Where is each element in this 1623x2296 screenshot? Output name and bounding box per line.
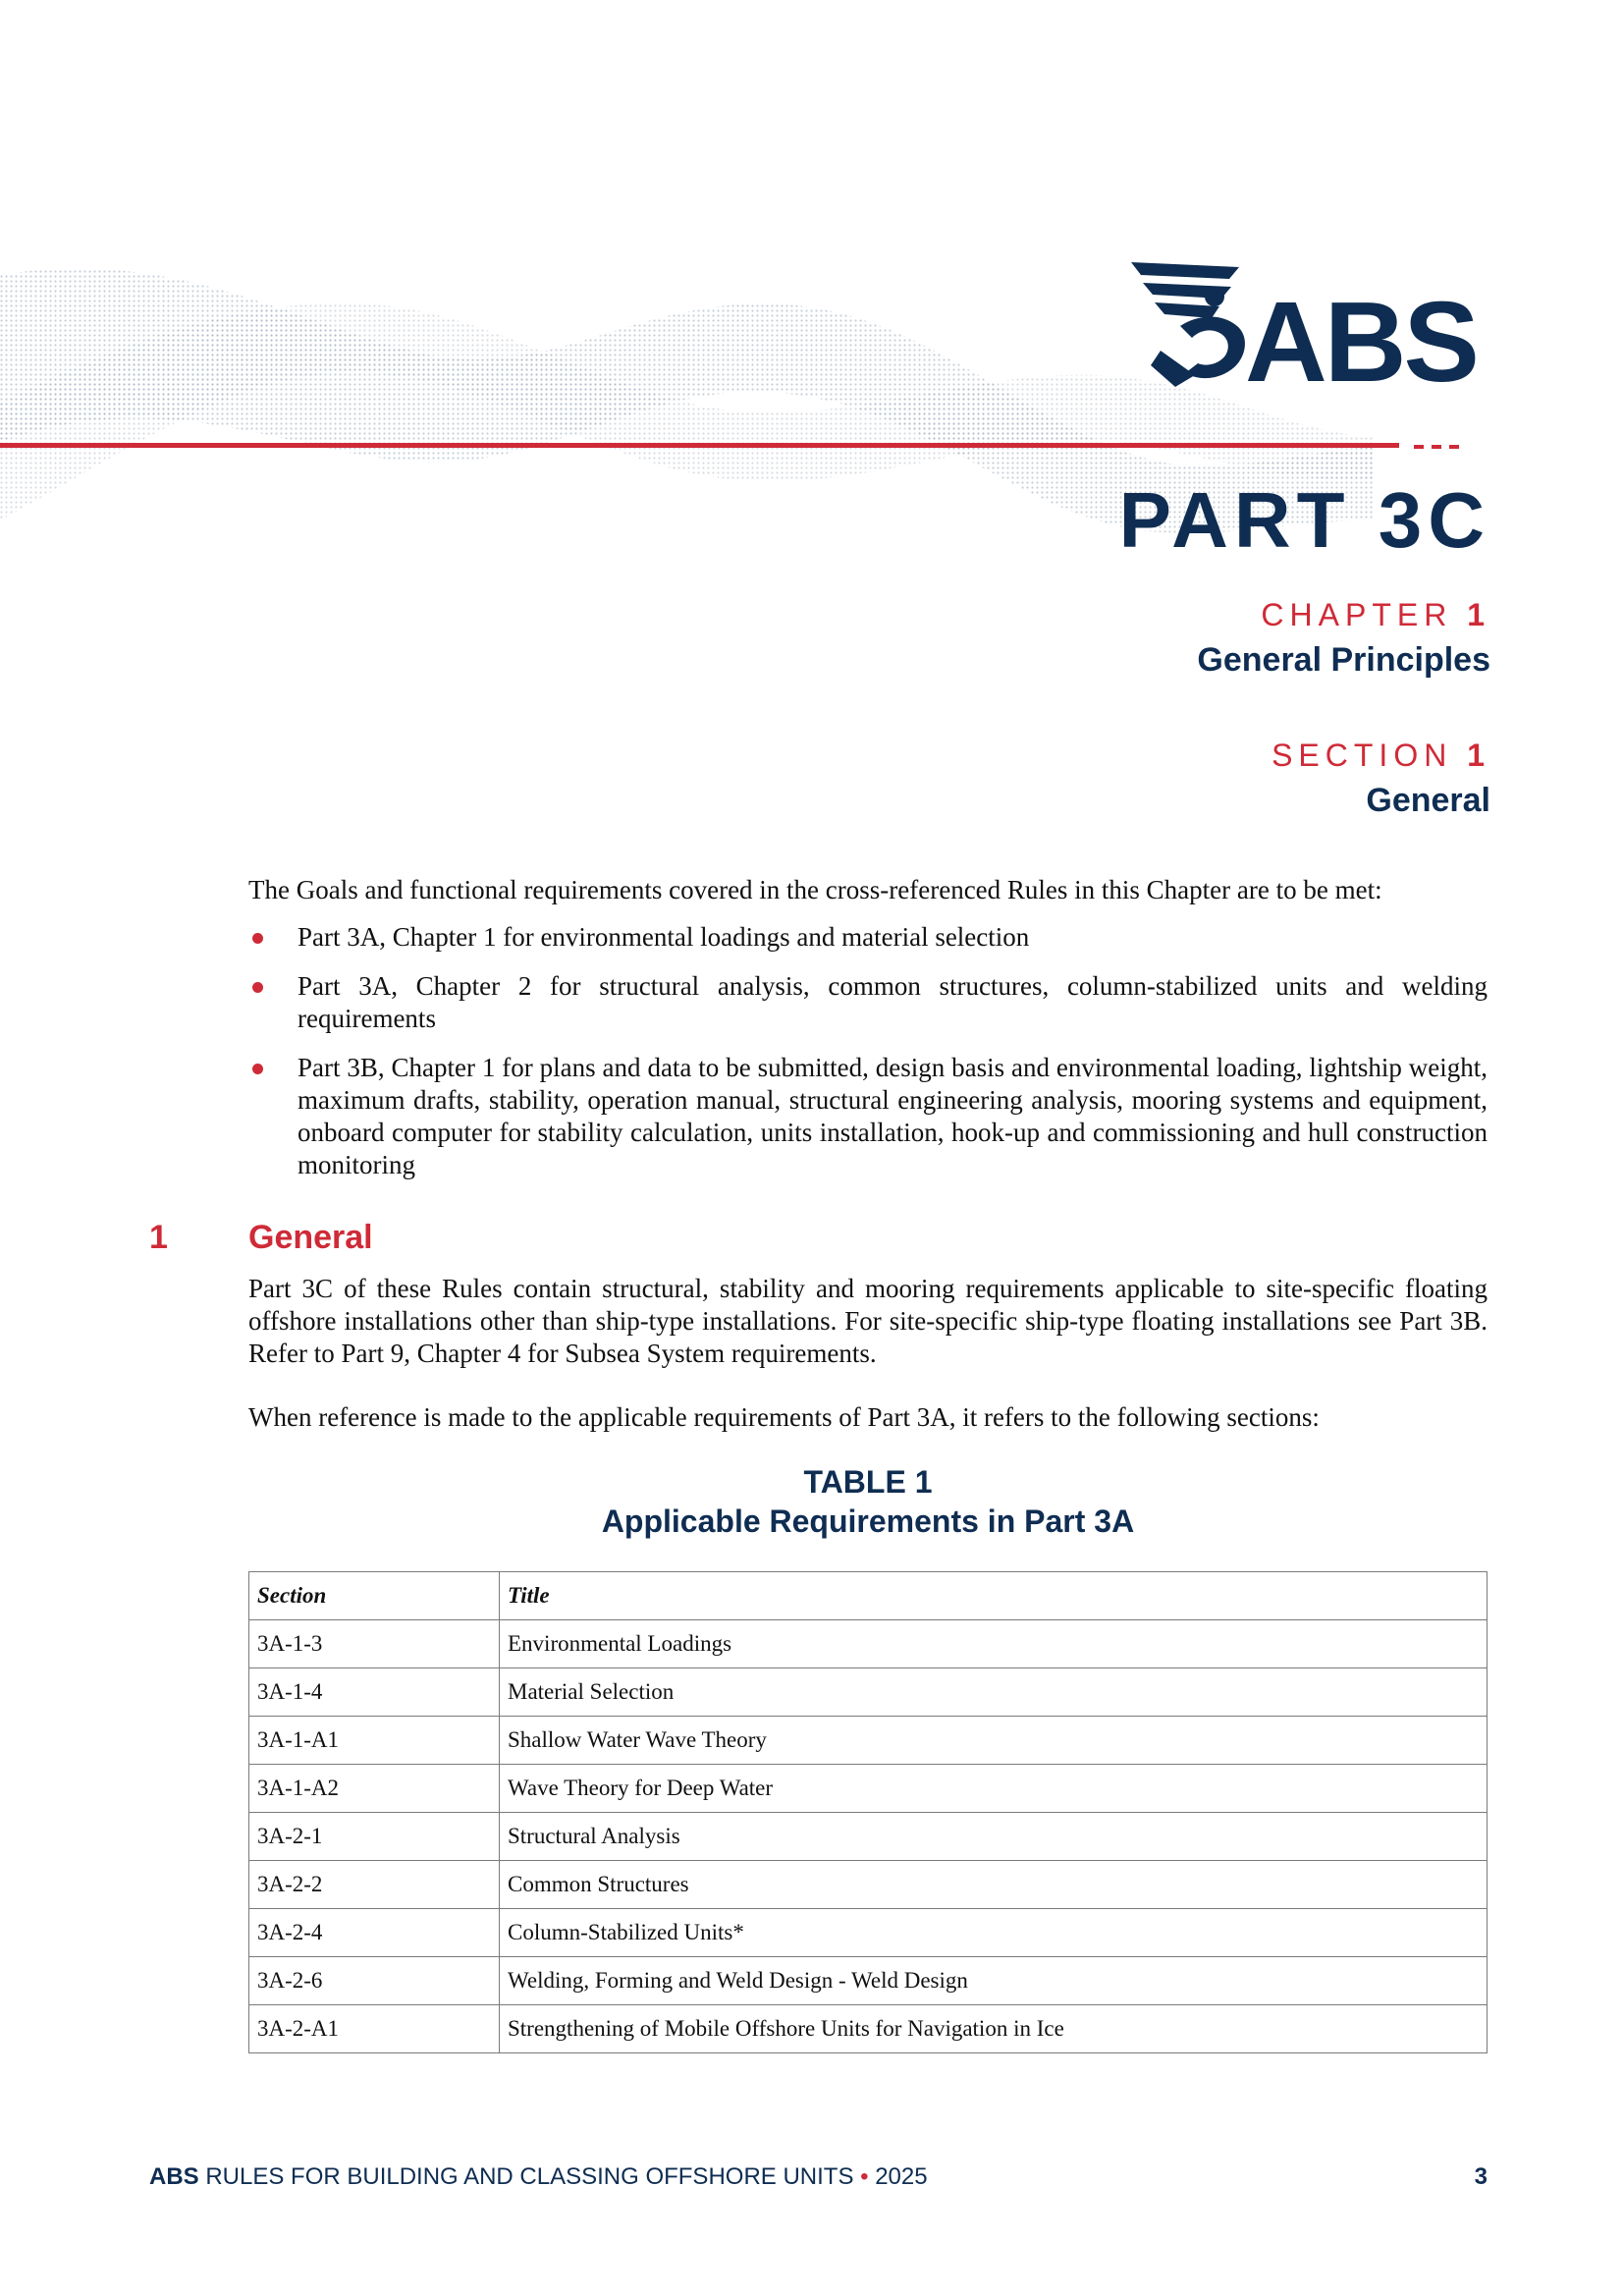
intro-bullet-list (248, 921, 1488, 1198)
table-row (249, 1813, 1488, 1861)
cell-title: Column-Stabilized Units* (500, 1909, 1488, 1957)
header-rule-dash (1449, 445, 1459, 449)
section-1-paragraph-2: When reference is made to the applicable requirements of Part 3A, it refers to the following sections: (248, 1402, 1320, 1432)
column-header-title: Title (500, 1572, 1488, 1620)
bullet-icon (252, 982, 263, 993)
chapter-title: General Principles (1197, 641, 1490, 679)
header-rule-dash (1414, 445, 1424, 449)
table-number: TABLE 1 (803, 1464, 933, 1500)
table-header-row (249, 1572, 1488, 1620)
table-row (249, 2005, 1488, 2053)
page-footer (149, 2165, 928, 2189)
cell-section: 3A-1-A2 (249, 1765, 500, 1813)
table-row (249, 1717, 1488, 1765)
cell-title: Wave Theory for Deep Water (500, 1765, 1488, 1813)
header-rule (0, 443, 1399, 448)
list-item-text: Part 3A, Chapter 1 for environmental loadings and material selection (298, 922, 1030, 952)
cell-title: Strengthening of Mobile Offshore Units for Navigation in Ice (500, 2005, 1488, 2053)
table-title: Applicable Requirements in Part 3A (601, 1503, 1135, 1539)
list-item-text: Part 3A, Chapter 2 for structural analysis, common structures, column-stabilized units and welding requirements (298, 971, 1488, 1033)
table-caption (248, 1462, 1488, 1541)
section-label: SECTION (1271, 738, 1453, 773)
table-row (249, 1668, 1488, 1717)
section-1-paragraph: Part 3C of these Rules contain structural, stability and mooring requirements applicable to site-specific floating offshore installations other than ship-type installations. For site-specific ship-type floating installations see Part 3B. Refer to Part 9, Chapter 4 for Subsea System requirements. (248, 1274, 1488, 1368)
chapter-number: 1 (1467, 597, 1490, 632)
header-rule-dash (1432, 445, 1441, 449)
requirements-table (248, 1571, 1488, 2053)
footer-separator: • (860, 2163, 869, 2190)
cell-section: 3A-2-6 (249, 1957, 500, 2005)
cell-section: 3A-1-3 (249, 1620, 500, 1668)
chapter-label: CHAPTER (1261, 597, 1453, 632)
cell-title: Shallow Water Wave Theory (500, 1717, 1488, 1765)
chapter-heading (1261, 599, 1490, 630)
cell-section: 3A-2-1 (249, 1813, 500, 1861)
footer-title: RULES FOR BUILDING AND CLASSING OFFSHORE UNITS (205, 2163, 854, 2190)
cell-section: 3A-1-A1 (249, 1717, 500, 1765)
cell-section: 3A-2-2 (249, 1861, 500, 1909)
list-item-text: Part 3B, Chapter 1 for plans and data to be submitted, design basis and environmental loading, lightship weight, maximum drafts, stability, operation manual, structural engineering analysis, mooring systems and equipment, onboard computer for stability calculation, units installation, hook-up and commissioning and hull construction monitoring (298, 1053, 1488, 1179)
intro-paragraph: The Goals and functional requirements covered in the cross-referenced Rules in this Chapter are to be met: (248, 875, 1382, 904)
column-header-section: Section (249, 1572, 500, 1620)
section-heading (1271, 739, 1490, 771)
section-title: General (1366, 782, 1490, 819)
table-row (249, 1861, 1488, 1909)
bullet-icon (252, 933, 263, 944)
table-row (249, 1957, 1488, 2005)
footer-brand: ABS (149, 2163, 199, 2190)
section-1-number: 1 (149, 1219, 168, 1256)
cell-section: 3A-2-4 (249, 1909, 500, 1957)
cell-title: Welding, Forming and Weld Design - Weld Design (500, 1957, 1488, 2005)
cell-title: Common Structures (500, 1861, 1488, 1909)
bullet-icon (252, 1064, 263, 1074)
cell-title: Material Selection (500, 1668, 1488, 1717)
table-row (249, 1765, 1488, 1813)
cell-title: Structural Analysis (500, 1813, 1488, 1861)
table-row (249, 1909, 1488, 1957)
table-row (249, 1620, 1488, 1668)
cell-section: 3A-2-A1 (249, 2005, 500, 2053)
footer-year: 2025 (875, 2163, 928, 2190)
abs-logo-text: ABS (1245, 278, 1477, 406)
page-number: 3 (1474, 2163, 1488, 2190)
list-item (248, 921, 1488, 954)
cell-title: Environmental Loadings (500, 1620, 1488, 1668)
part-title: PART 3C (1118, 476, 1490, 564)
section-number: 1 (1467, 738, 1490, 773)
cell-section: 3A-1-4 (249, 1668, 500, 1717)
section-1-title: General (248, 1219, 373, 1256)
list-item (248, 970, 1488, 1035)
list-item (248, 1052, 1488, 1181)
